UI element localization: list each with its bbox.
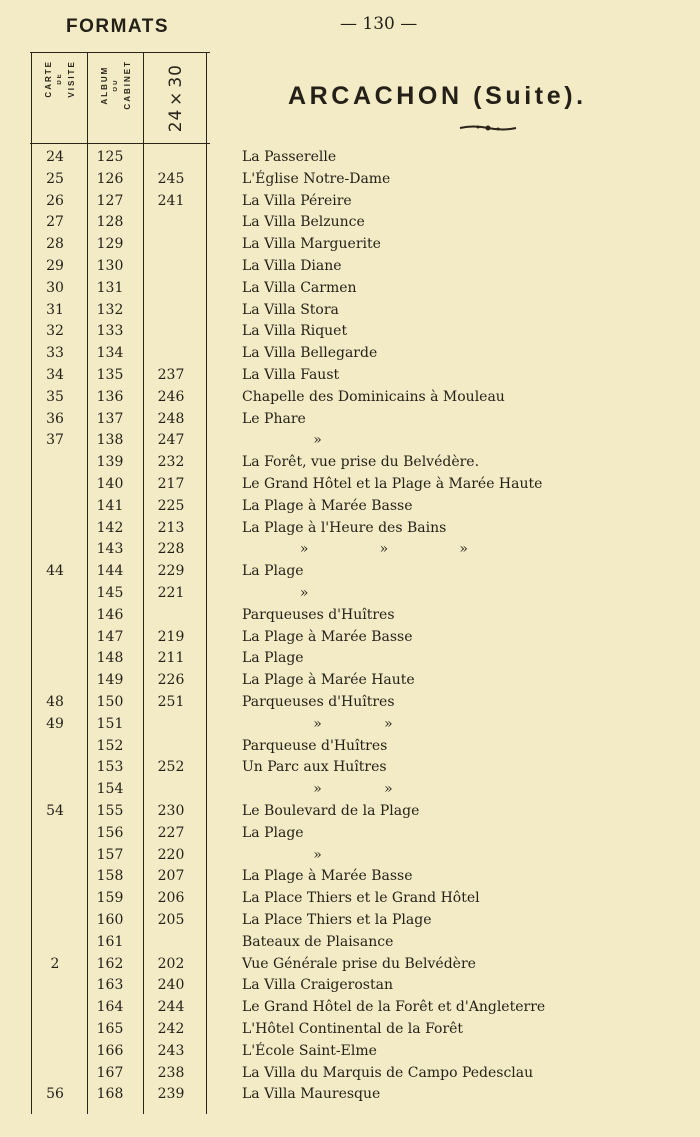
view-title: » — [242, 585, 309, 601]
table-row — [0, 865, 700, 887]
album-number: 162 — [96, 955, 124, 972]
view-title: Le Grand Hôtel de la Forêt et d'Angleterre — [242, 999, 546, 1016]
carte-number: 2 — [50, 955, 60, 972]
table-row — [0, 974, 700, 996]
view-title: La Plage — [242, 563, 304, 580]
large-format-number: 246 — [157, 388, 185, 405]
view-title: L'École Saint-Elme — [242, 1042, 377, 1059]
table-row — [0, 1040, 700, 1062]
view-title: La Plage — [242, 824, 304, 841]
view-title: » » — [242, 715, 393, 732]
view-title: La Villa Craigerostan — [242, 977, 393, 994]
album-number: 152 — [96, 737, 124, 754]
col-header-24x30 — [145, 64, 206, 132]
table-row — [0, 342, 700, 364]
large-format-number: 202 — [157, 955, 185, 972]
view-title: La Place Thiers et la Plage — [242, 912, 432, 928]
view-title: Bateaux de Plaisance — [242, 933, 394, 950]
view-title: Un Parc aux Huîtres — [242, 759, 387, 776]
view-title: La Plage à l'Heure des Bains — [242, 519, 447, 536]
view-title: La Passerelle — [242, 149, 337, 165]
large-format-number: 213 — [157, 519, 185, 536]
large-format-number: 221 — [157, 585, 185, 601]
table-row — [0, 190, 700, 212]
album-number: 125 — [96, 149, 124, 165]
album-number: 167 — [96, 1064, 124, 1081]
album-number: 145 — [96, 585, 124, 601]
album-number: 136 — [96, 388, 124, 405]
table-row — [0, 517, 700, 539]
table-row — [0, 255, 700, 277]
large-format-number: 252 — [157, 759, 185, 776]
view-title: Parqueuse d'Huîtres — [242, 737, 388, 754]
table-row — [0, 1083, 700, 1105]
col1-word-1: CARTE — [44, 60, 53, 98]
carte-number: 48 — [46, 694, 64, 710]
album-number: 165 — [96, 1021, 124, 1037]
album-number: 126 — [96, 170, 124, 187]
album-number: 138 — [96, 432, 124, 449]
header-rule — [30, 52, 210, 53]
view-title: La Villa Belzunce — [242, 214, 365, 231]
carte-number: 31 — [46, 301, 64, 318]
table-row — [0, 451, 700, 473]
large-format-number: 242 — [157, 1021, 185, 1037]
table-row — [0, 647, 700, 669]
album-number: 158 — [96, 868, 124, 885]
large-format-number: 226 — [157, 672, 185, 689]
view-title: La Forêt, vue prise du Belvédère. — [242, 454, 480, 471]
table-row — [0, 691, 700, 713]
album-number: 144 — [96, 563, 124, 580]
large-format-number: 243 — [157, 1042, 185, 1059]
carte-number: 25 — [46, 170, 64, 187]
view-title: Le Phare — [242, 410, 306, 427]
view-title: La Villa Péreire — [242, 192, 352, 209]
table-row — [0, 495, 700, 517]
carte-number: 33 — [46, 345, 64, 362]
view-title: » » » — [242, 541, 468, 558]
table-row — [0, 931, 700, 953]
table-row — [0, 996, 700, 1018]
large-format-number: 205 — [157, 912, 185, 928]
album-number: 151 — [96, 715, 124, 732]
carte-number: 30 — [46, 279, 64, 296]
table-row — [0, 604, 700, 626]
view-title: » — [242, 846, 322, 863]
large-format-number: 248 — [157, 410, 185, 427]
carte-number: 37 — [46, 432, 64, 449]
table-row — [0, 408, 700, 430]
album-number: 141 — [96, 497, 124, 514]
page-title: ARCACHON (Suite). — [288, 82, 587, 110]
table-row — [0, 953, 700, 975]
col2-word-1: ALBUM — [100, 65, 109, 105]
album-number: 150 — [96, 694, 124, 710]
view-title: La Villa Mauresque — [242, 1086, 381, 1103]
view-title: Vue Générale prise du Belvédère — [242, 955, 476, 972]
large-format-number: 244 — [157, 999, 185, 1016]
table-row — [0, 429, 700, 451]
table-row — [0, 887, 700, 909]
large-format-number: 251 — [157, 694, 185, 710]
carte-number: 24 — [46, 149, 64, 165]
view-title: La Villa Stora — [242, 301, 339, 318]
large-format-number: 227 — [157, 824, 185, 841]
table-row — [0, 277, 700, 299]
view-title: » » — [242, 781, 393, 798]
view-title: Parqueuses d'Huîtres — [242, 694, 395, 710]
table-row — [0, 582, 700, 604]
album-number: 164 — [96, 999, 124, 1016]
col2-word-3: CABINET — [123, 60, 132, 110]
album-number: 128 — [96, 214, 124, 231]
large-format-number: 232 — [157, 454, 185, 471]
table-row — [0, 168, 700, 190]
large-format-number: 228 — [157, 541, 185, 558]
album-number: 155 — [96, 803, 124, 819]
table-row — [0, 756, 700, 778]
col1-word-2: DE — [57, 72, 63, 85]
large-format-number: 206 — [157, 890, 185, 907]
large-format-number: 237 — [157, 367, 185, 383]
large-format-number: 217 — [157, 476, 185, 492]
large-format-number: 238 — [157, 1064, 185, 1081]
carte-number: 27 — [46, 214, 64, 231]
large-format-number: 241 — [157, 192, 185, 209]
album-number: 147 — [96, 628, 124, 645]
album-number: 143 — [96, 541, 124, 558]
large-format-number: 239 — [157, 1086, 185, 1103]
view-title: La Place Thiers et le Grand Hôtel — [242, 890, 480, 907]
ornament-icon — [458, 123, 518, 133]
large-format-number: 247 — [157, 432, 185, 449]
view-title: La Plage à Marée Haute — [242, 672, 415, 689]
table-row — [0, 844, 700, 866]
large-format-number: 240 — [157, 977, 185, 994]
table-row — [0, 538, 700, 560]
view-title: La Plage — [242, 650, 304, 667]
view-title: La Plage à Marée Basse — [242, 497, 413, 514]
album-number: 154 — [96, 781, 124, 798]
table-row — [0, 713, 700, 735]
table-row — [0, 146, 700, 168]
view-title: La Villa Bellegarde — [242, 345, 378, 362]
table-row — [0, 626, 700, 648]
table-row — [0, 386, 700, 408]
view-title: La Villa Carmen — [242, 279, 357, 296]
carte-number: 26 — [46, 192, 64, 209]
view-title: Le Grand Hôtel et la Plage à Marée Haute — [242, 476, 543, 492]
formats-heading: FORMATS — [66, 16, 170, 37]
carte-number: 32 — [46, 323, 64, 340]
album-number: 133 — [96, 323, 124, 340]
header-separator — [30, 143, 210, 144]
carte-number: 34 — [46, 367, 64, 383]
album-number: 168 — [96, 1086, 124, 1103]
view-title: L'Église Notre-Dame — [242, 170, 391, 187]
album-number: 131 — [96, 279, 124, 296]
album-number: 135 — [96, 367, 124, 383]
carte-number: 28 — [46, 236, 64, 253]
view-title: La Villa Faust — [242, 367, 340, 383]
large-format-number: 230 — [157, 803, 185, 819]
carte-number: 56 — [46, 1086, 64, 1103]
table-row — [0, 320, 700, 342]
table-row — [0, 473, 700, 495]
album-number: 156 — [96, 824, 124, 841]
view-title: La Villa du Marquis de Campo Pedesclau — [242, 1064, 534, 1081]
album-number: 157 — [96, 846, 124, 863]
table-row — [0, 822, 700, 844]
album-number: 163 — [96, 977, 124, 994]
large-format-number: 211 — [157, 650, 185, 667]
view-title: Le Boulevard de la Plage — [242, 803, 420, 819]
col-header-album-ou-cabinet — [89, 60, 143, 110]
album-number: 132 — [96, 301, 124, 318]
album-number: 129 — [96, 236, 124, 253]
album-number: 140 — [96, 476, 124, 492]
album-number: 148 — [96, 650, 124, 667]
large-format-number: 207 — [157, 868, 185, 885]
table-row — [0, 735, 700, 757]
album-number: 149 — [96, 672, 124, 689]
album-number: 130 — [96, 258, 124, 274]
table-row — [0, 1062, 700, 1084]
col-header-carte-de-visite — [33, 60, 87, 98]
carte-number: 44 — [46, 563, 64, 580]
view-title: Chapelle des Dominicains à Mouleau — [242, 388, 505, 405]
carte-number: 54 — [46, 803, 64, 819]
carte-number: 35 — [46, 388, 64, 405]
view-title: La Villa Marguerite — [242, 236, 381, 253]
view-title: Parqueuses d'Huîtres — [242, 606, 395, 623]
album-number: 161 — [96, 933, 124, 950]
view-title: L'Hôtel Continental de la Forêt — [242, 1021, 464, 1037]
carte-number: 49 — [46, 715, 64, 732]
page-number: — 130 — — [340, 14, 418, 34]
large-format-number: 225 — [157, 497, 185, 514]
large-format-number: 220 — [157, 846, 185, 863]
large-format-number: 219 — [157, 628, 185, 645]
table-row — [0, 778, 700, 800]
table-row — [0, 364, 700, 386]
carte-number: 36 — [46, 410, 64, 427]
col3-label: 24×30 — [165, 64, 186, 133]
carte-number: 29 — [46, 258, 64, 274]
table-row — [0, 560, 700, 582]
album-number: 159 — [96, 890, 124, 907]
large-format-number: 229 — [157, 563, 185, 580]
view-title: La Plage à Marée Basse — [242, 628, 413, 645]
col1-word-3: VISITE — [67, 60, 76, 98]
table-row — [0, 909, 700, 931]
col2-word-2: OU — [113, 78, 119, 92]
album-number: 153 — [96, 759, 124, 776]
album-number: 160 — [96, 912, 124, 928]
album-number: 166 — [96, 1042, 124, 1059]
table-row — [0, 800, 700, 822]
table-row — [0, 1018, 700, 1040]
table-row — [0, 669, 700, 691]
album-number: 139 — [96, 454, 124, 471]
table-row — [0, 299, 700, 321]
album-number: 146 — [96, 606, 124, 623]
album-number: 137 — [96, 410, 124, 427]
large-format-number: 245 — [157, 170, 185, 187]
view-title: La Villa Diane — [242, 258, 342, 274]
album-number: 142 — [96, 519, 124, 536]
view-title: » — [242, 432, 322, 449]
album-number: 127 — [96, 192, 124, 209]
view-title: La Plage à Marée Basse — [242, 868, 413, 885]
table-row — [0, 211, 700, 233]
album-number: 134 — [96, 345, 124, 362]
table-row — [0, 233, 700, 255]
view-title: La Villa Riquet — [242, 323, 348, 340]
